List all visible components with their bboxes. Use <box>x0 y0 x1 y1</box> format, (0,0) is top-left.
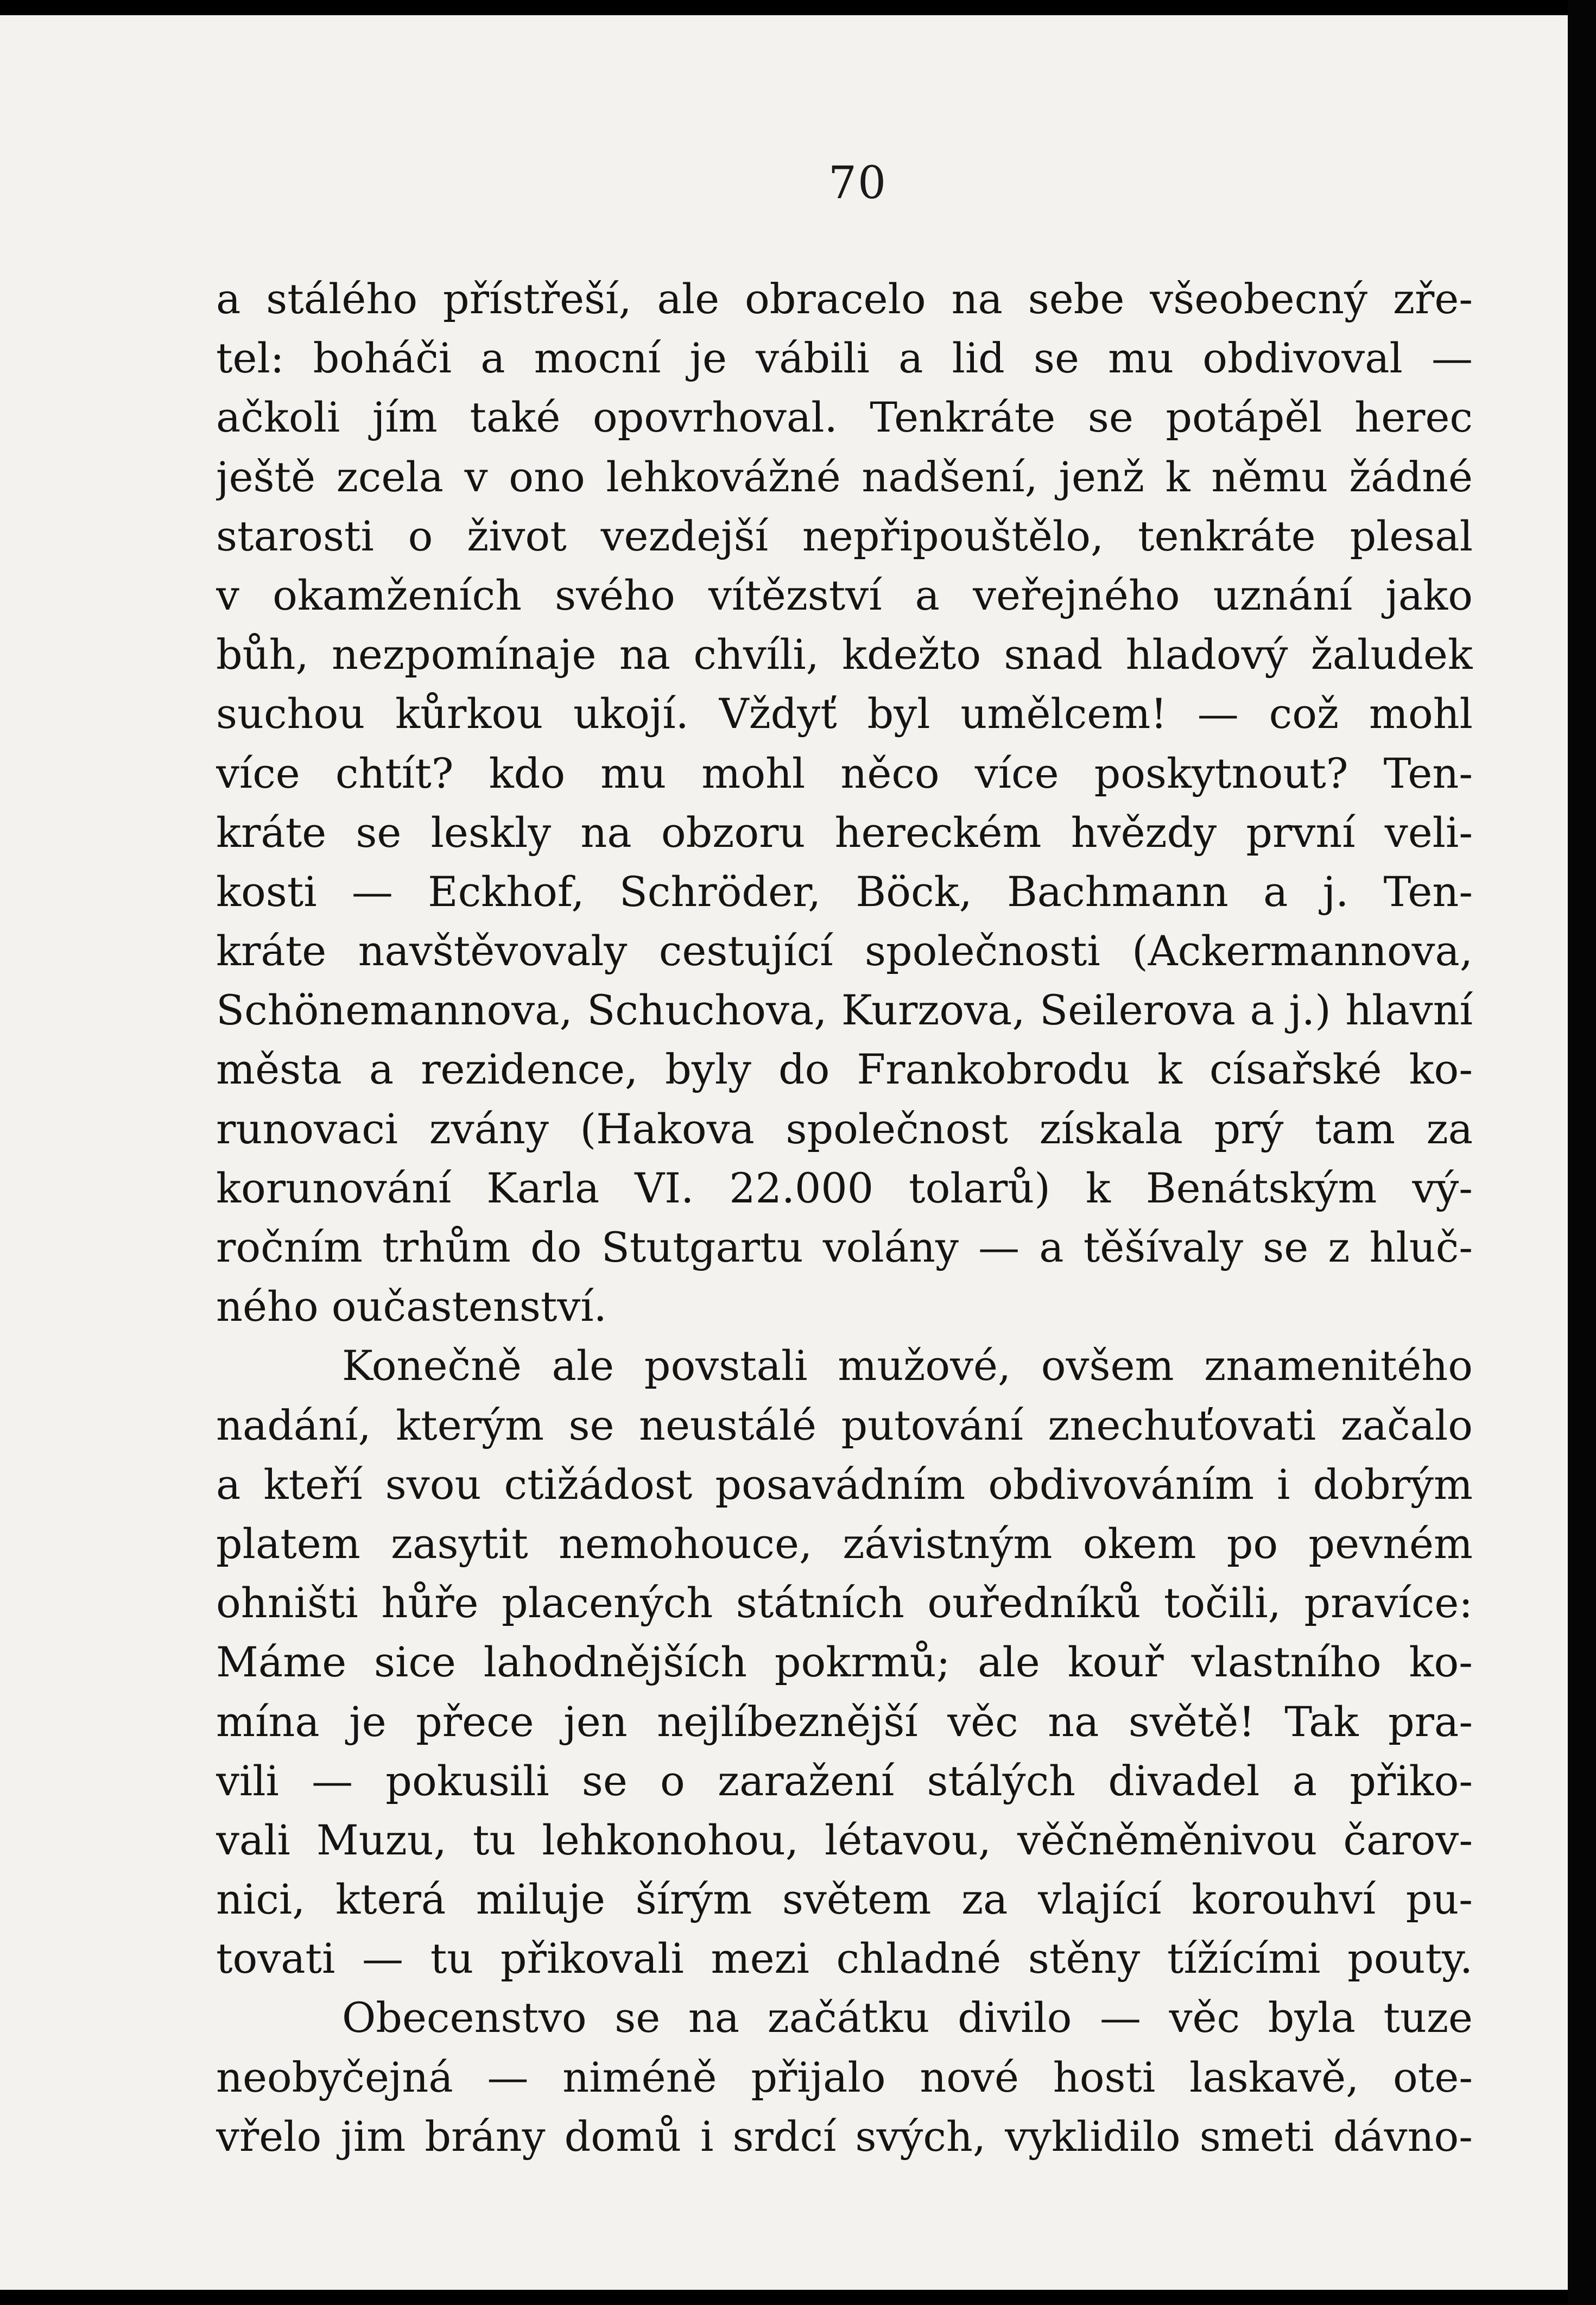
text-line: platem zasytit nemohouce, závistným okem po pevném <box>216 1519 1473 1568</box>
text-line: Konečně ale povstali mužové, ovšem znamenitého <box>342 1341 1473 1390</box>
text-line: více chtít? kdo mu mohl něco více poskytnout? Ten- <box>216 749 1473 797</box>
text-line: runovaci zvány (Hakova společnost získala prý tam za <box>216 1104 1473 1153</box>
text-line: ročním trhům do Stutgartu volány — a těšívaly se z hluč- <box>216 1223 1473 1271</box>
text-line: starosti o život vezdejší nepřipouštělo, tenkráte plesal <box>216 511 1473 560</box>
text-line: ještě zcela v ono lehkovážné nadšení, jenž k němu žádné <box>216 452 1473 501</box>
text-line: suchou kůrkou ukojí. Vždyť byl umělcem! — což mohl <box>216 689 1473 738</box>
body-text <box>216 269 1473 2166</box>
book-page <box>0 15 1568 2290</box>
text-line: Schönemannova, Schuchova, Kurzova, Seilerova a j.) hlavní <box>216 986 1473 1035</box>
text-line: Máme sice lahodnějších pokrmů; ale kouř vlastního ko- <box>216 1638 1473 1687</box>
text-line: neobyčejná — niméně přijalo nové hosti laskavě, ote- <box>216 2053 1473 2101</box>
text-line: vali Muzu, tu lehkonohou, létavou, věčněměnivou čarov- <box>216 1815 1473 1864</box>
text-line: v okamženích svého vítězství a veřejného uznání jako <box>216 571 1473 619</box>
text-line: a stálého přístřeší, ale obracelo na sebe všeobecný zře- <box>216 275 1473 323</box>
text-line: bůh, nezpomínaje na chvíli, kdežto snad hladový žaludek <box>216 630 1473 679</box>
text-line: ného oučastenství. <box>216 1282 607 1331</box>
text-line: tel: boháči a mocní je vábili a lid se mu obdivoval — <box>216 334 1473 383</box>
text-line: nadání, kterým se neustálé putování znechuťovati začalo <box>216 1401 1473 1449</box>
text-line: Obecenstvo se na začátku divilo — věc byla tuze <box>342 1993 1473 2042</box>
page-number: 70 <box>828 157 888 209</box>
text-line: ačkoli jím také opovrhoval. Tenkráte se potápěl herec <box>216 393 1473 442</box>
text-line: korunování Karla VI. 22.000 tolarů) k Benátským vý- <box>216 1163 1473 1212</box>
text-line: vili — pokusili se o zaražení stálých divadel a přiko- <box>216 1756 1473 1805</box>
text-line: kosti — Eckhof, Schröder, Böck, Bachmann a j. Ten- <box>216 867 1473 916</box>
text-line: ohništi hůře placených státních ouředníků točili, pravíce: <box>216 1579 1473 1628</box>
text-line: kráte se leskly na obzoru hereckém hvězdy první veli- <box>216 808 1473 857</box>
text-line: nici, která miluje šírým světem za vlající korouhví pu- <box>216 1875 1473 1924</box>
text-line: a kteří svou ctižádost posavádním obdivováním i dobrým <box>216 1460 1473 1509</box>
text-line: města a rezidence, byly do Frankobrodu k císařské ko- <box>216 1045 1473 1094</box>
text-line: kráte navštěvovaly cestující společnosti (Ackermannova, <box>216 927 1473 976</box>
text-line: mína je přece jen nejlíbeznější věc na světě! Tak pra- <box>216 1697 1473 1746</box>
text-line: tovati — tu přikovali mezi chladné stěny tížícími pouty. <box>216 1934 1473 1983</box>
text-line: vřelo jim brány domů i srdcí svých, vyklidilo smeti dávno- <box>216 2112 1473 2161</box>
scan-border-right <box>1568 0 1596 2305</box>
